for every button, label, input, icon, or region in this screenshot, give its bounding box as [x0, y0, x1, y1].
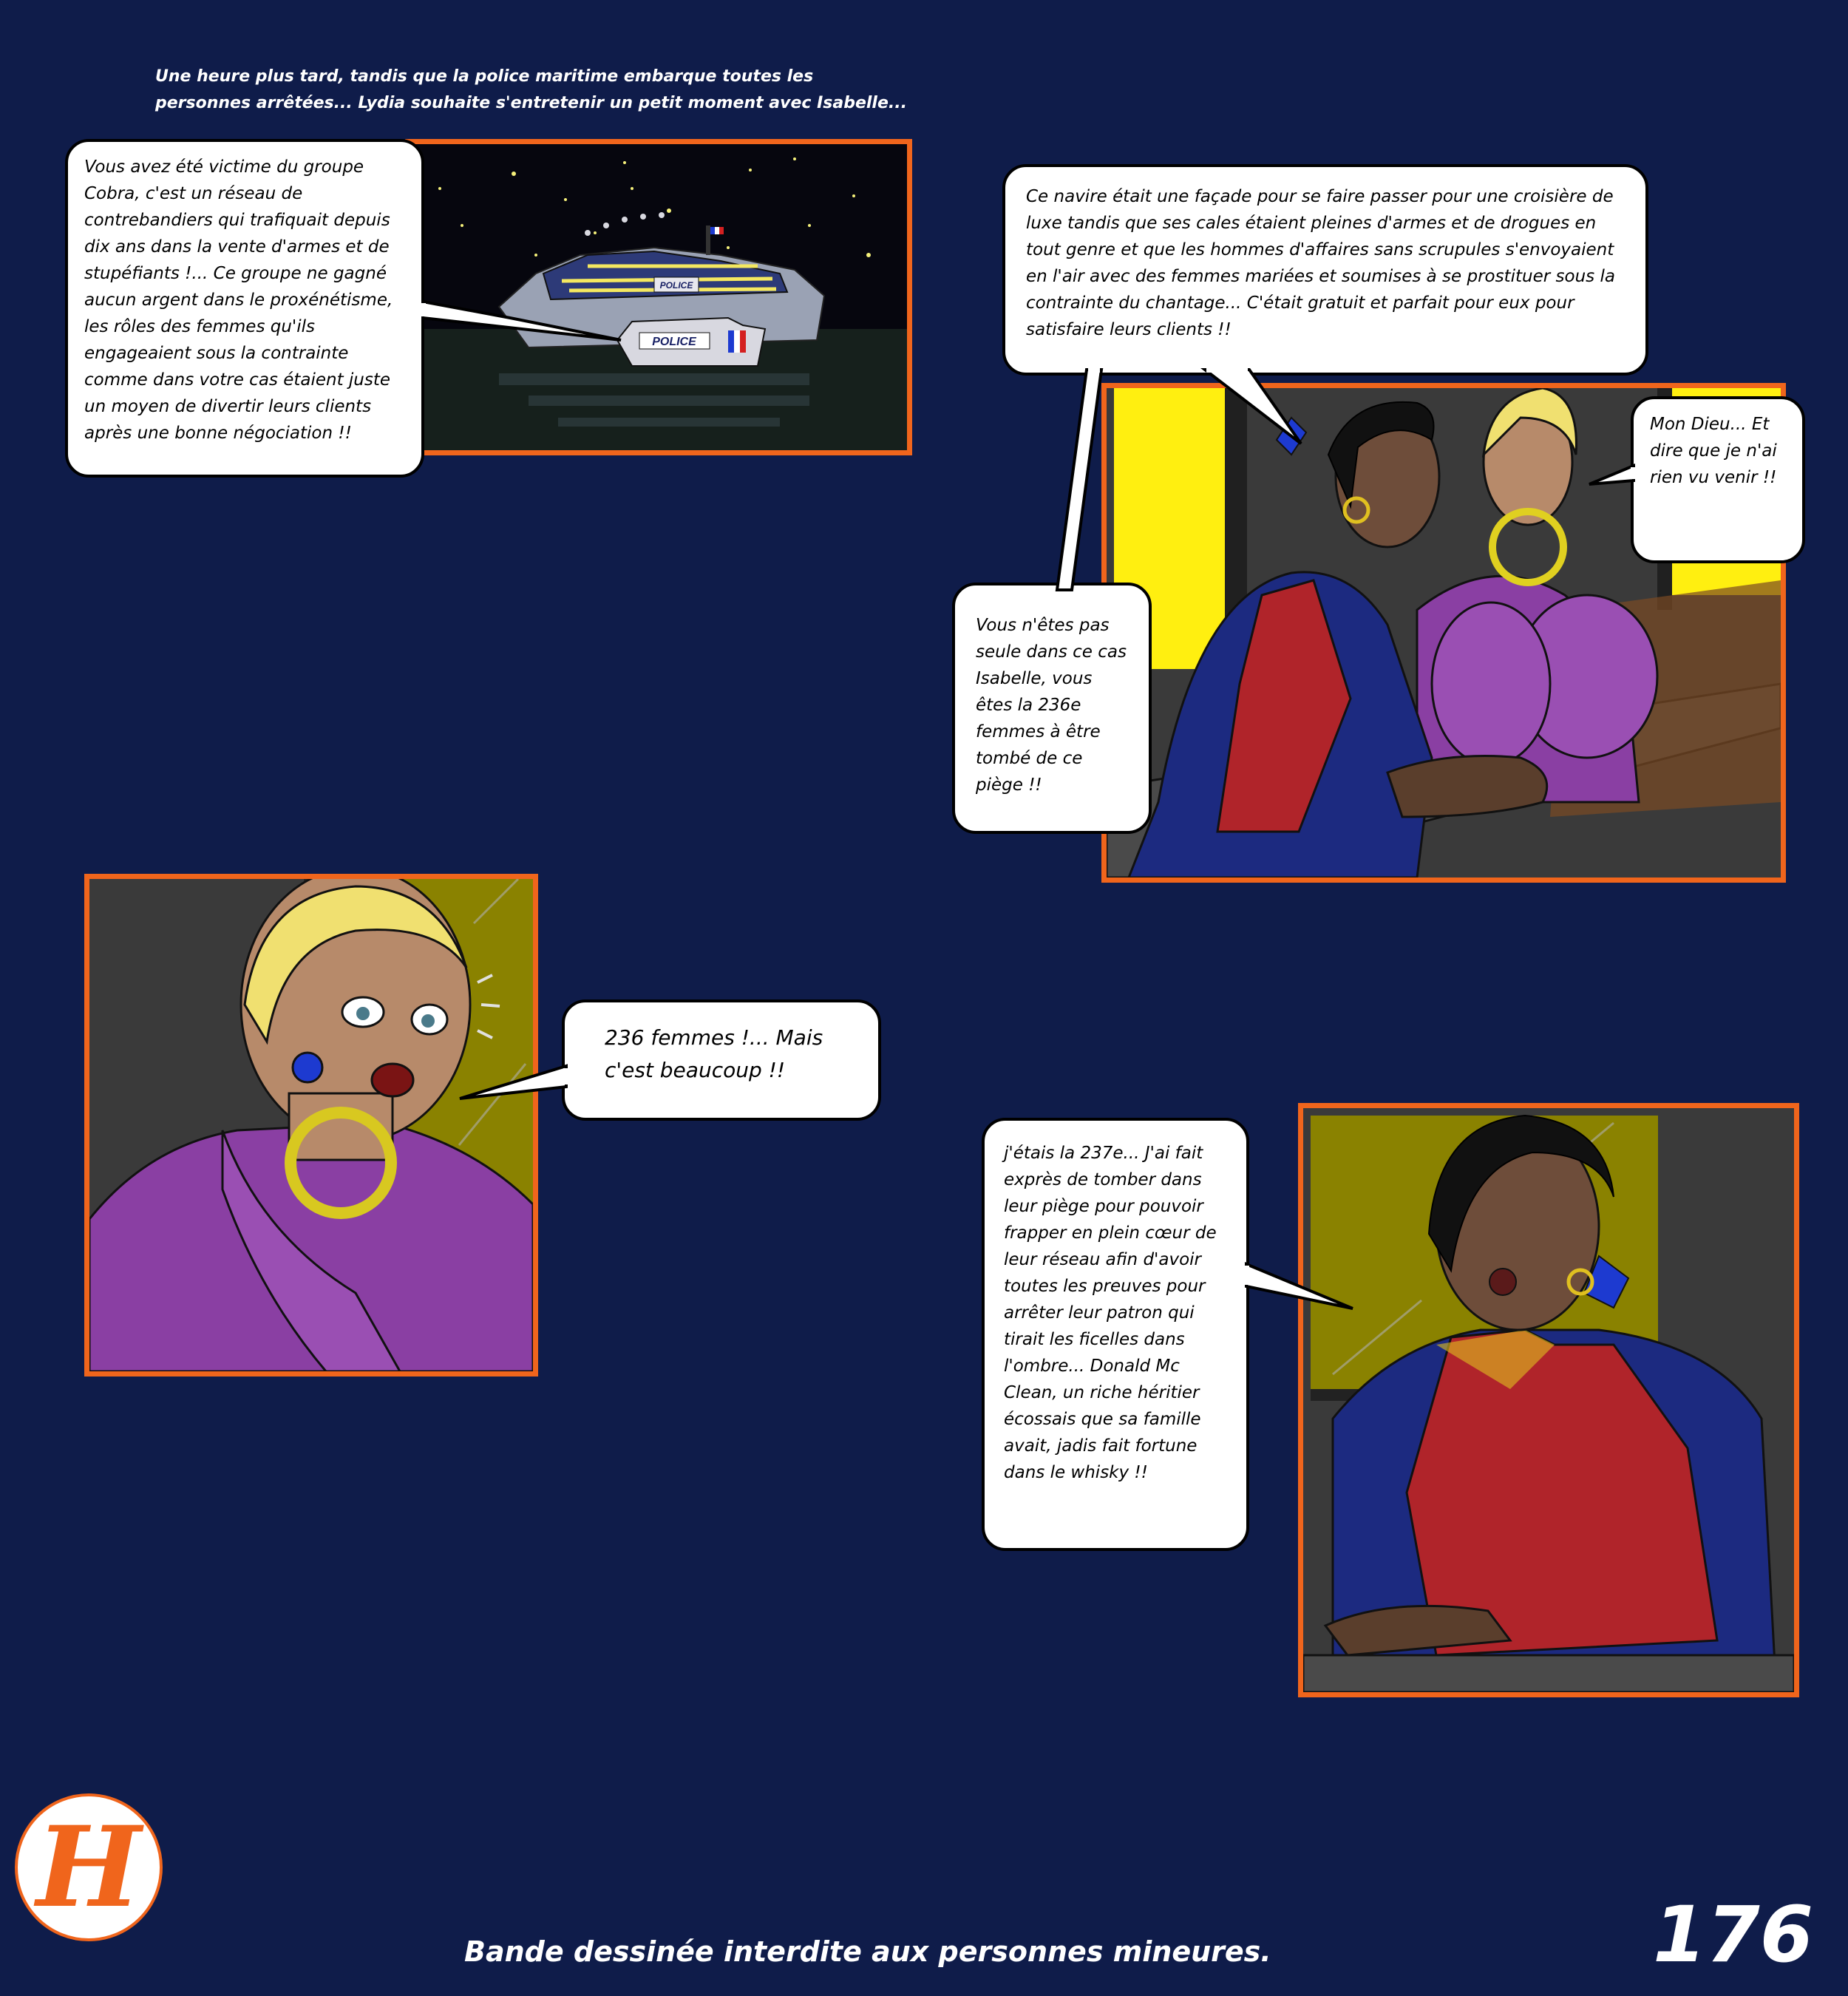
- publisher-logo: H: [15, 1793, 163, 1941]
- svg-text:POLICE: POLICE: [659, 280, 693, 291]
- speech-bubble-236-femmes: 236 femmes !... Mais c'est beaucoup !!: [562, 999, 881, 1121]
- panel-ship-night: [405, 139, 912, 455]
- speech-bubble-237e: j'étais la 237e... J'ai fait exprès de tomber dans leur piège pour pouvoir frapper en plein cœur de leur réseau afin d'avoir toutes les preuves pour arrêter leur patron qui tirait les ficelles dans l'ombre... Donald Mc Clean, un riche héritier écossais que sa famille avait, jadis fait fortune dans le whisky !!: [982, 1118, 1249, 1551]
- panel-dark-woman: [1298, 1103, 1799, 1697]
- svg-text:POLICE: POLICE: [652, 336, 696, 348]
- blonde-woman-illustration: [89, 879, 533, 1371]
- ship-illustration: [410, 144, 907, 450]
- speech-bubble-not-alone: Vous n'êtes pas seule dans ce cas Isabelle, vous êtes la 236e femmes à être tombé de ce piège !!: [952, 583, 1152, 834]
- page-number: 176: [1653, 1890, 1814, 1980]
- age-warning-footer: Bande dessinée interdite aux personnes mineures.: [464, 1935, 1271, 1968]
- speech-bubble-ship-facade: Ce navire était une façade pour se faire passer pour une croisière de luxe tandis que ses cales étaient pleines d'armes et de drogues en tout genre et que les hommes d'affaires sans scrupules s'envoyaient en l'air avec des femmes mariées et soumises à se prostituer sous la contrainte du chantage... C'était gratuit et parfait pour eux pour satisfaire leurs clients !!: [1002, 164, 1648, 376]
- narration-caption: Une heure plus tard, tandis que la police maritime embarque toutes les personnes arrêtées... Lydia souhaite s'entretenir un petit moment avec Isabelle...: [155, 67, 907, 112]
- speech-bubble-cobra: Vous avez été victime du groupe Cobra, c'est un réseau de contrebandiers qui trafiquait depuis dix ans dans la vente d'armes et de stupéfiants !... Ce groupe ne gagné aucun argent dans le proxénétisme, les rôles des femmes qu'ils engageaient sous la contrainte comme dans votre cas étaient juste un moyen de divertir leurs clients après une bonne négociation !!: [65, 139, 424, 478]
- panel-blonde-surprised: [84, 874, 538, 1377]
- dark-woman-illustration: [1303, 1108, 1794, 1692]
- speech-bubble-mon-dieu: Mon Dieu... Et dire que je n'ai rien vu venir !!: [1631, 396, 1805, 563]
